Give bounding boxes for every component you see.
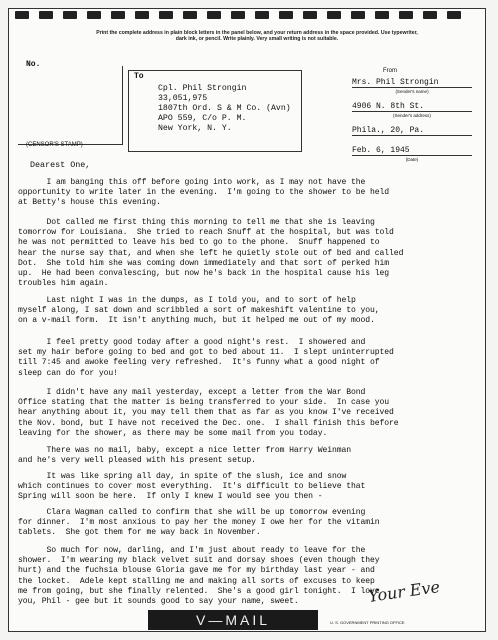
to-label: To bbox=[134, 72, 144, 81]
sender-city-row bbox=[352, 126, 472, 136]
sender-address: 4906 N. 8th St. bbox=[352, 102, 472, 112]
sender-address-caption: (Sender's address) bbox=[393, 113, 431, 118]
letter-date: Feb. 6, 1945 bbox=[352, 146, 472, 156]
date-caption: (Date) bbox=[405, 157, 419, 162]
sender-name-caption: (Sender's name) bbox=[395, 89, 429, 94]
sender-address-row bbox=[352, 102, 472, 118]
sender-name: Mrs. Phil Strongin bbox=[352, 78, 472, 88]
paragraph: Last night I was in the dumps, as I told you, and to sort of help myself along, I sat down and scribbled a sort of makeshift valentine to you, on a v-mail form. It isn't anything much, but it helped me out of my mood. bbox=[18, 296, 380, 326]
paragraph: There was no mail, baby, except a nice letter from Harry Weinman and he's very well pleased with his present setup. bbox=[18, 446, 351, 466]
date-row bbox=[352, 146, 472, 162]
sender-name-row bbox=[352, 78, 472, 94]
paragraph: I am banging this off before going into work, as I may not have the opportunity to write later in the evening. I'm going to the shower to be held at Betty's house this evening. bbox=[18, 178, 390, 208]
vmail-logo: V—MAIL bbox=[148, 610, 318, 630]
printing-office-note: U. S. GOVERNMENT PRINTING OFFICE bbox=[330, 620, 405, 625]
paragraph: I feel pretty good today after a good night's rest. I showered and set my hair before going to bed and got to bed about 11. I slept uninterrupted till 7:45 and awoke feeling very refreshed. It's funny what a good night of sleep can do for you! bbox=[18, 338, 394, 378]
censor-stamp-box bbox=[18, 66, 123, 145]
recipient-apo: APO 559, C/o P. M. bbox=[158, 114, 247, 123]
paragraph: It was like spring all day, in spite of the slush, ice and snow which continues to cover most everything. It's difficult to believe that Spring will soon be here. If only I knew I would see you then - bbox=[18, 472, 366, 502]
from-label: From bbox=[383, 68, 397, 74]
paragraph: So much for now, darling, and I'm just about ready to leave for the shower. I'm wearing my black velvet suit and dorsay shoes (even though they hurt) and the fuchsia blouse Gloria gave me for my birthday last year - and the locket. Adele kept stalling me and making all sorts of excuses to keep me from going, but she finally relented. She's a good girl tonight. I love you, Phil - gee but it sounds good to say your name, sweet. bbox=[18, 546, 380, 607]
recipient-serial: 33,051,975 bbox=[158, 94, 208, 103]
recipient-name: Cpl. Phil Strongin bbox=[158, 84, 247, 93]
signature: Your Eve bbox=[367, 577, 442, 606]
form-instructions: Print the complete address in plain block letters in the panel below, and your return address in the space provided. Use typewriter, dark ink, or pencil. Write plainly. Very small writing is not suitable. bbox=[96, 30, 418, 42]
sender-city: Phila., 20, Pa. bbox=[352, 126, 472, 136]
recipient-address bbox=[158, 84, 291, 134]
recipient-unit: 1807th Ord. S & M Co. (Avn) bbox=[158, 104, 291, 113]
censor-stamp-label: (CENSOR'S STAMP) bbox=[26, 142, 83, 148]
paragraph: Dot called me first thing this morning to tell me that she is leaving tomorrow for Louisiana. She tried to reach Snuff at the hospital, but was told he was not permitted to leave his bed to go to the phone. Snuff happened to hear the nurse say that, and when she left he quietly stole out of bed and called Dot. She told him she was coming down immediately and that sort of perked him up. He had been convalescing, but now he's back in the hospital cause his leg troubles him again. bbox=[18, 218, 404, 289]
salutation: Dearest One, bbox=[30, 160, 91, 170]
perforation-strip bbox=[9, 9, 485, 23]
recipient-city: New York, N. Y. bbox=[158, 124, 232, 133]
number-label: No. bbox=[26, 60, 41, 69]
paragraph: I didn't have any mail yesterday, except a letter from the War Bond Office stating that the matter is being transferred to your side. In case you hear anything about it, you may tell them that as far as you know I've received the Nov. bond, but I have not received the Dec. one. I shall finish this before leaving for the shower, as there may be some mail from you today. bbox=[18, 388, 399, 438]
paragraph: Clara Wagman called to confirm that she will be up tomorrow evening for dinner. I'm most anxious to pay her the money I owe her for the vitamin tablets. She got them for me way back in November. bbox=[18, 508, 380, 538]
